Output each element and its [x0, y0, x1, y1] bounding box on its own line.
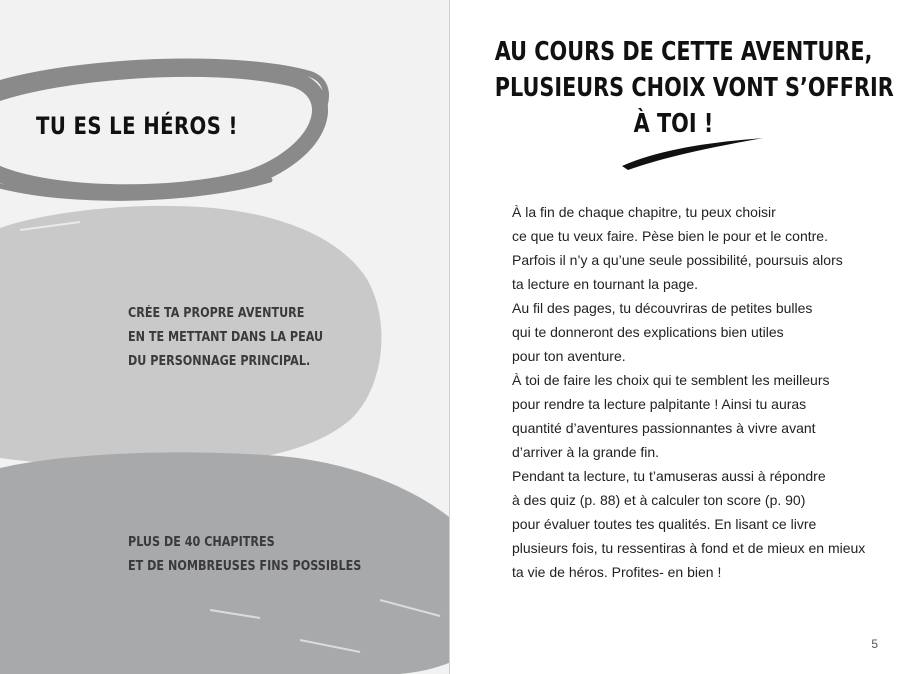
- body-line: À la fin de chaque chapitre, tu peux choisir: [512, 204, 776, 220]
- body-text: [512, 200, 872, 584]
- blurb-line: CRÉE TA PROPRE AVENTURE: [128, 306, 305, 321]
- body-line: ce que tu veux faire. Pèse bien le pour et le contre.: [512, 228, 828, 244]
- body-line: qui te donneront des explications bien utiles: [512, 324, 784, 340]
- blurb-line: DU PERSONNAGE PRINCIPAL.: [128, 354, 311, 369]
- blurb-line: ET DE NOMBREUSES FINS POSSIBLES: [128, 559, 362, 574]
- blurb-line: EN TE METTANT DANS LA PEAU: [128, 330, 324, 345]
- blurb-line: PLUS DE 40 CHAPITRES: [128, 535, 275, 550]
- left-page-title: TU ES LE HÉROS !: [36, 112, 238, 140]
- body-line: d’arriver à la grande fin.: [512, 444, 660, 460]
- body-line: pour rendre ta lecture palpitante ! Ainsi tu auras: [512, 396, 807, 412]
- blurb-create-adventure: [128, 302, 323, 374]
- blurb-chapters: [128, 531, 361, 579]
- body-line: Parfois il n’y a qu’une seule possibilité, poursuis alors: [512, 252, 843, 268]
- body-line: ta lecture en tournant la page.: [512, 276, 699, 292]
- body-line: pour ton aventure.: [512, 348, 626, 364]
- title-line: AU COURS DE CETTE AVENTURE,: [494, 37, 873, 67]
- body-line: quantité d’aventures passionnantes à vivre avant: [512, 420, 816, 436]
- body-line: à des quiz (p. 88) et à calculer ton score (p. 90): [512, 492, 806, 508]
- body-line: plusieurs fois, tu ressentiras à fond et de mieux en mieux: [512, 540, 866, 556]
- body-line: ta vie de héros. Profites- en bien !: [512, 564, 722, 580]
- title-underline-swoosh: [618, 134, 768, 174]
- page-number: 5: [871, 637, 878, 651]
- right-page-title: [450, 34, 897, 142]
- body-line: À toi de faire les choix qui te semblent les meilleurs: [512, 372, 830, 388]
- title-line: À TOI !: [633, 109, 714, 139]
- body-line: Au fil des pages, tu découvriras de petites bulles: [512, 300, 813, 316]
- title-line: PLUSIEURS CHOIX VONT S’OFFRIR: [494, 73, 894, 103]
- body-line: Pendant ta lecture, tu t’amuseras aussi à répondre: [512, 468, 826, 484]
- body-line: pour évaluer toutes tes qualités. En lisant ce livre: [512, 516, 817, 532]
